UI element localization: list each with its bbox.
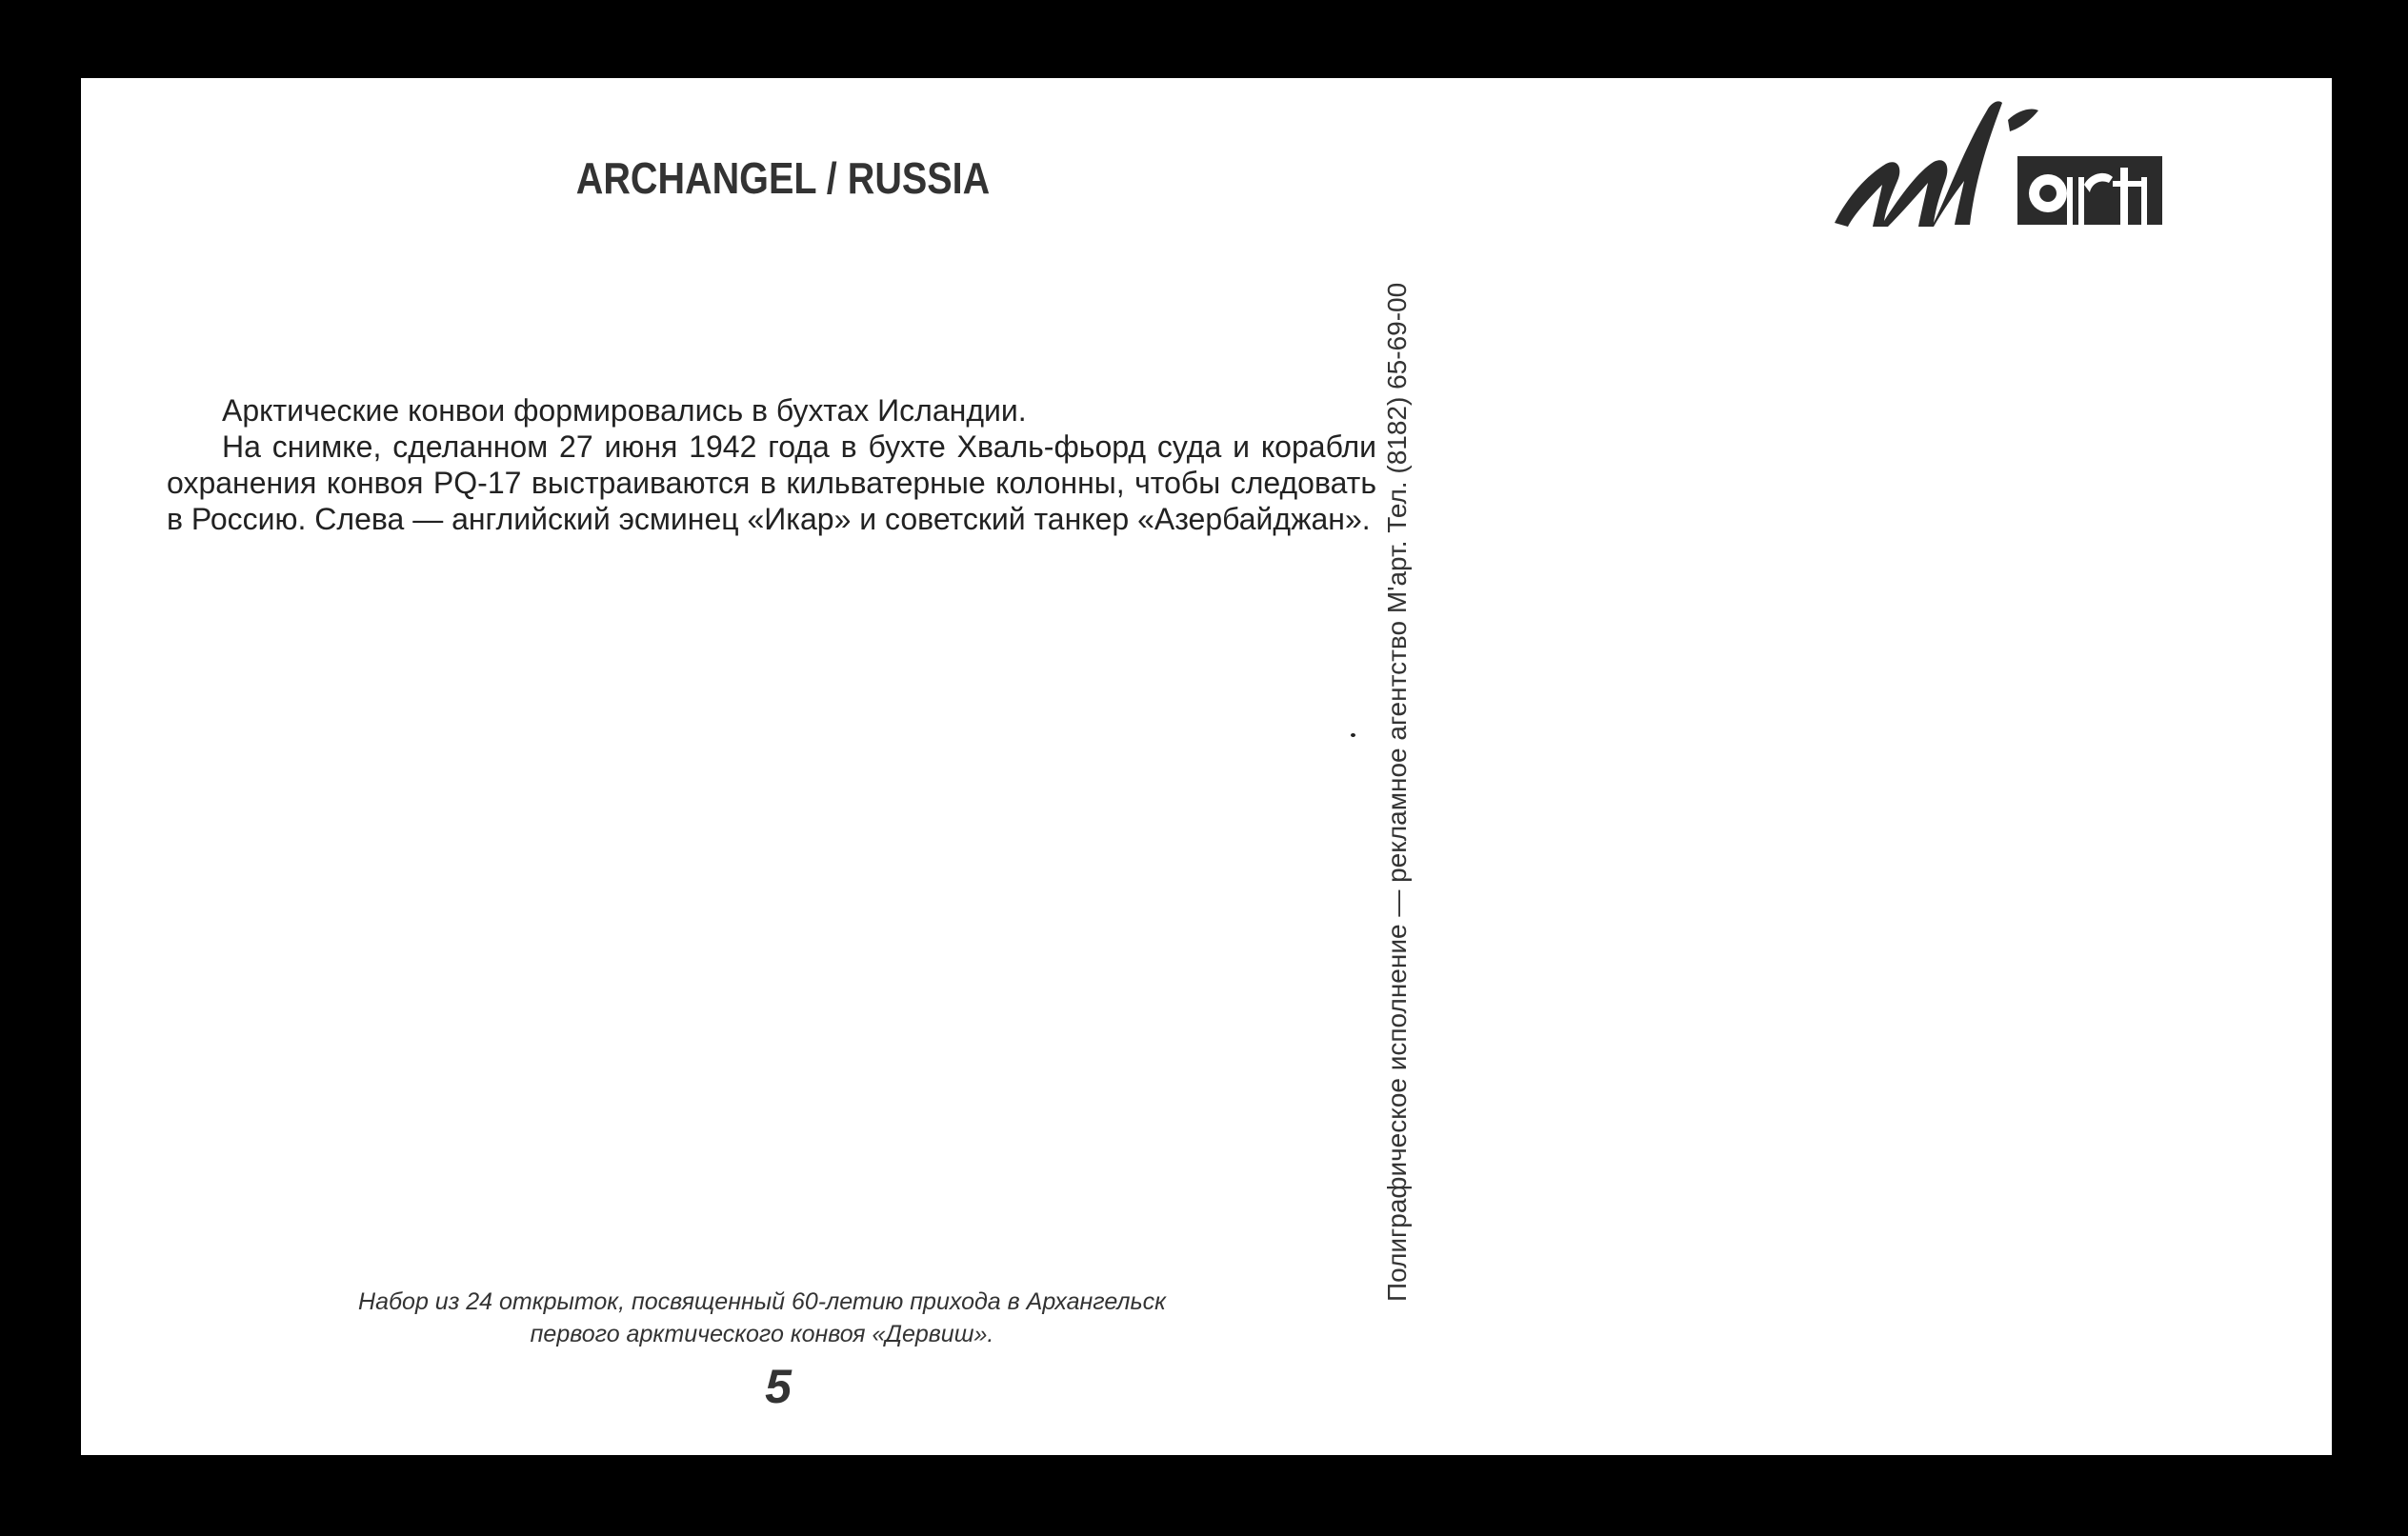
- series-caption: [271, 1286, 1253, 1350]
- description-paragraph: Арктические конвои формировались в бухтах Исландии.: [222, 393, 1027, 428]
- mart-logo: [1827, 82, 2170, 234]
- card-title: ARCHANGEL / RUSSIA: [575, 153, 991, 203]
- imprint-text: Полиграфическое исполнение — рекламное агентство М'арт. Тел. (8182) 65-69-00: [1382, 282, 1412, 1302]
- series-caption-line: Набор из 24 открыток, посвященный 60-летию прихода в Архангельск: [358, 1288, 1166, 1315]
- description-text: [167, 392, 1376, 537]
- series-caption-line: первого арктического конвоя «Дервиш».: [530, 1321, 994, 1347]
- print-speck: [1351, 733, 1355, 737]
- description-paragraph: На снимке, сделанном 27 июня 1942 года в бухте Хваль-фьорд суда и корабли охранения конвоя PQ-17 выстраиваются в кильватерные колонны, чтобы следовать в Россию. Слева — английский эсминец «Икар» и советский танкер «Азербайджан».: [167, 429, 1376, 536]
- postcard-back: [81, 78, 2332, 1455]
- card-number: 5: [765, 1360, 792, 1413]
